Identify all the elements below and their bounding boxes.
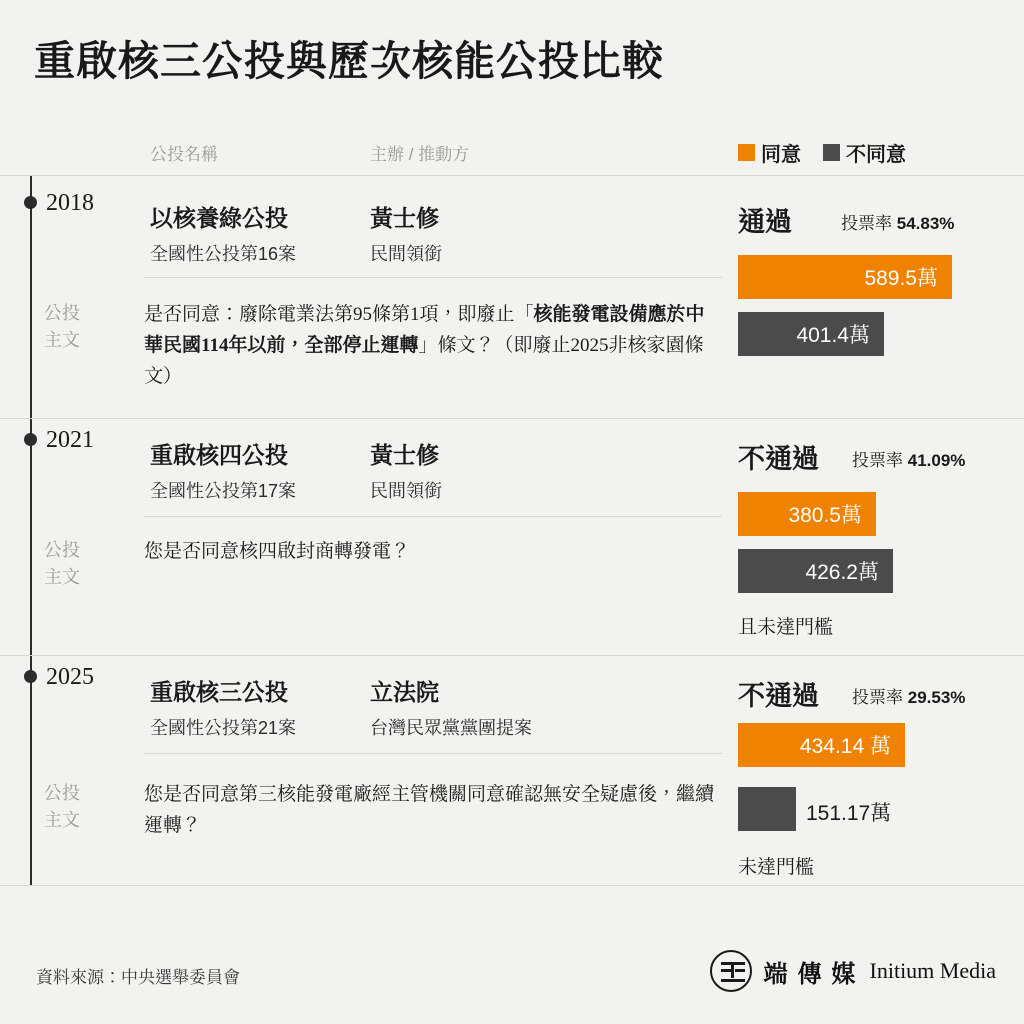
row-vote-name: 重啟核三公投: [150, 679, 288, 705]
legend-disagree-swatch-icon: [823, 144, 840, 161]
timeline-dot-icon: [24, 670, 37, 683]
row-result: 不通過: [738, 681, 819, 711]
row-inner-separator: [144, 516, 722, 517]
initium-logo-icon: [710, 950, 752, 992]
turnout-value: 54.83%: [896, 214, 955, 233]
turnout-label: 投票率: [852, 451, 903, 470]
source-note: 資料來源：中央選舉委員會: [36, 968, 240, 987]
header-organizer: 主辦 / 推動方: [370, 145, 470, 164]
body-text-pre: 您是否同意第三核能發電廠經主管機關同意確認無安全疑慮後，繼續運轉？: [144, 784, 715, 836]
row-note: 未達門檻: [738, 857, 815, 878]
column-headers: [0, 140, 1024, 170]
legend-agree-label: 同意: [761, 144, 801, 166]
row-result: 不通過: [738, 444, 819, 474]
brand-logo: [710, 950, 996, 992]
row-turnout: [852, 446, 965, 471]
row-vote-number: 全國性公投第21案: [150, 718, 297, 738]
brand-name-zh: 端 傳 媒: [763, 961, 858, 988]
body-text-bold: 核能發電設備應於中華民國114年以前，全部停止運轉: [144, 304, 705, 356]
row-organizer-sub: 民間領銜: [370, 244, 442, 264]
row-organizer-name: 立法院: [370, 679, 439, 705]
row-year: 2021: [46, 427, 94, 453]
row-separator: [0, 418, 1024, 419]
row-organizer-name: 黃士修: [370, 442, 439, 468]
row-result: 通過: [738, 207, 792, 237]
row-body-label: 公投 主文: [44, 783, 80, 830]
body-text-post: 」條文？（即廢止2025非核家園條文）: [144, 334, 704, 387]
row-vote-number: 全國性公投第16案: [150, 244, 297, 264]
row-body-label: 公投 主文: [44, 540, 80, 587]
row-inner-separator: [144, 753, 722, 754]
turnout-label: 投票率: [852, 688, 903, 707]
legend: [738, 138, 906, 167]
row-inner-separator: [144, 277, 722, 278]
bar-disagree: [738, 787, 796, 831]
row-organizer-sub: 民間領銜: [370, 481, 442, 501]
turnout-value: 29.53%: [907, 688, 966, 707]
row-note: 且未達門檻: [738, 617, 834, 638]
brand-name-en: Initium Media: [869, 958, 996, 983]
row-vote-name: 重啟核四公投: [150, 442, 288, 468]
row-year: 2025: [46, 664, 94, 690]
bar-disagree-label: 151.17萬: [806, 802, 892, 825]
timeline-dot-icon: [24, 196, 37, 209]
body-text-pre: 您是否同意核四啟封商轉發電？: [144, 541, 411, 562]
row-body-text: [144, 780, 722, 842]
bar-agree: 589.5萬: [738, 255, 952, 299]
row-separator: [0, 175, 1024, 176]
row-body-label: 公投 主文: [44, 303, 80, 350]
row-year: 2018: [46, 190, 94, 216]
legend-agree-swatch-icon: [738, 144, 755, 161]
bar-agree: 380.5萬: [738, 492, 876, 536]
bar-disagree: 401.4萬: [738, 312, 884, 356]
bar-agree: 434.14 萬: [738, 723, 905, 767]
row-organizer-sub: 台灣民眾黨黨團提案: [370, 718, 532, 738]
row-turnout: [841, 209, 954, 234]
turnout-value: 41.09%: [907, 451, 966, 470]
timeline-dot-icon: [24, 433, 37, 446]
row-turnout: [852, 683, 965, 708]
row-separator: [0, 655, 1024, 656]
row-separator: [0, 885, 1024, 886]
legend-disagree-label: 不同意: [846, 144, 906, 166]
body-text-pre: 是否同意：廢除電業法第95條第1項，即廢止「: [144, 304, 534, 325]
row-vote-number: 全國性公投第17案: [150, 481, 297, 501]
row-body-text: [144, 300, 722, 392]
row-body-text: [144, 537, 722, 568]
header-vote-name: 公投名稱: [150, 145, 218, 164]
row-organizer-name: 黃士修: [370, 205, 439, 231]
bar-disagree: 426.2萬: [738, 549, 893, 593]
page-title: 重啟核三公投與歷次核能公投比較: [34, 38, 664, 84]
row-vote-name: 以核養綠公投: [150, 205, 288, 231]
timeline-rail: [30, 175, 32, 885]
turnout-label: 投票率: [841, 214, 892, 233]
